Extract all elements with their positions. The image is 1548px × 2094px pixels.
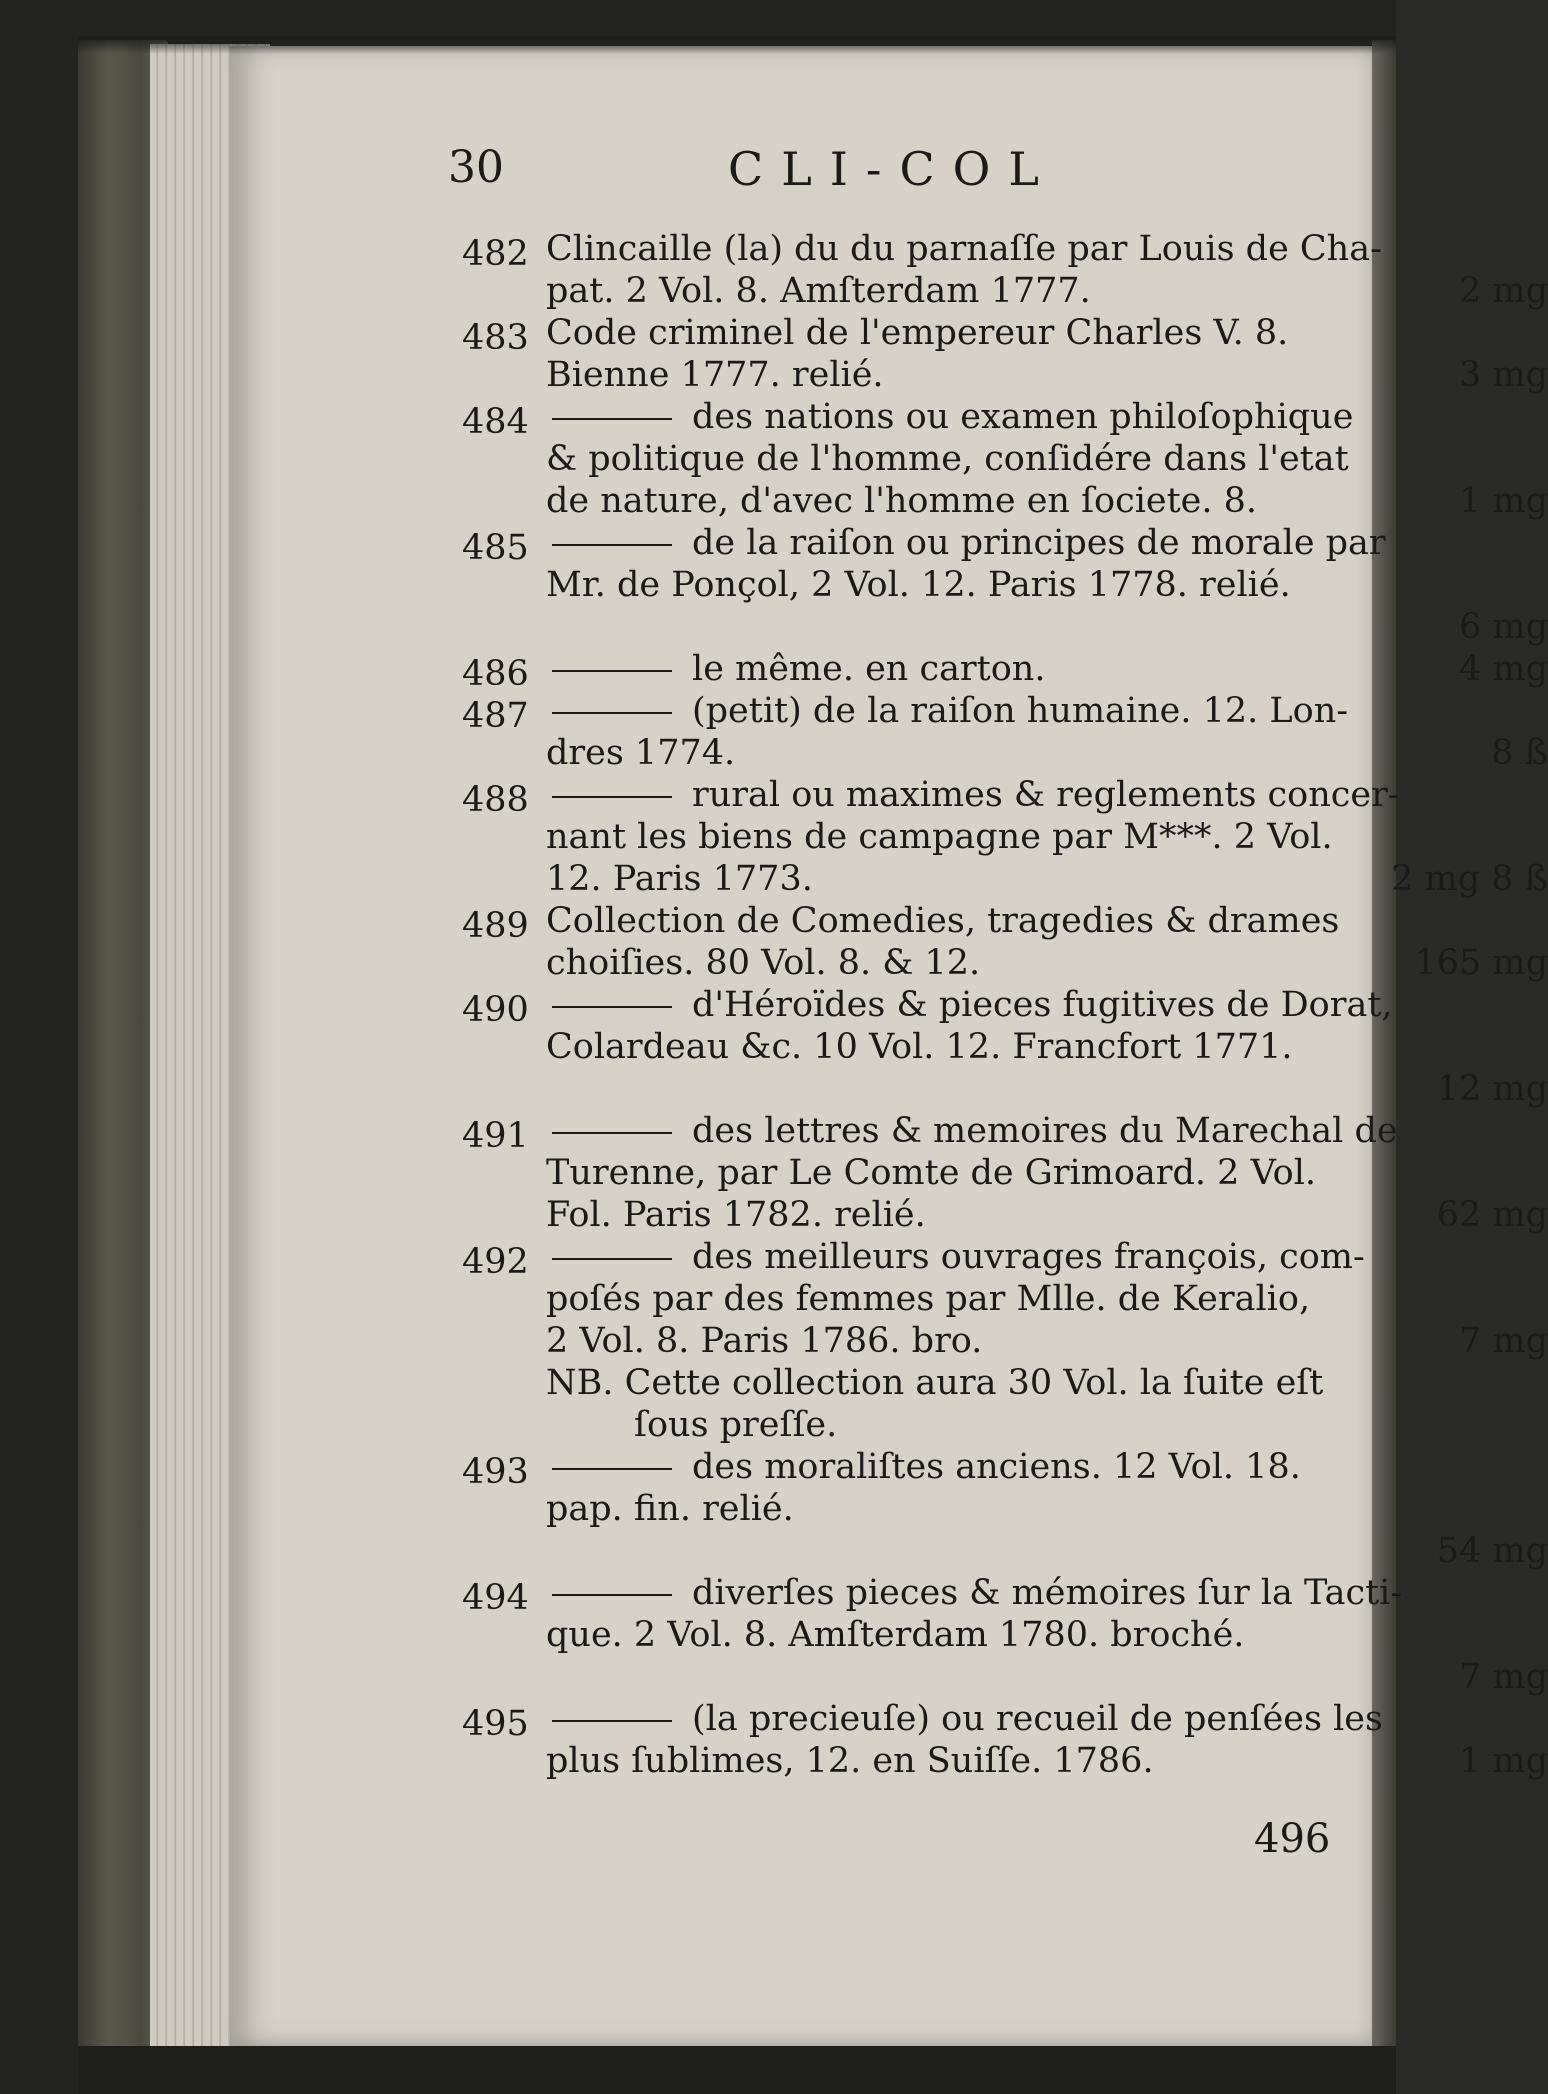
- entry-number: 492: [462, 1242, 529, 1282]
- price: 2 mg 8 ß: [1391, 859, 1548, 899]
- page-content: [230, 46, 1548, 2046]
- price: 54 mg: [1436, 1531, 1548, 1571]
- entry-line: [546, 1614, 1548, 1656]
- ditto-dash: [552, 1258, 672, 1260]
- entry-line: [546, 690, 1548, 732]
- entry-text: de nature, d'avec l'homme en ſociete. 8.: [546, 481, 1258, 521]
- entry-line: [546, 774, 1548, 816]
- catalogue-entry: [230, 774, 1548, 900]
- catalogue-entry: [230, 312, 1548, 396]
- price: 7 mg: [1459, 1657, 1548, 1697]
- entry-line: [546, 564, 1548, 606]
- price: 1 mg: [1459, 481, 1548, 521]
- entry-text: Colardeau &c. 10 Vol. 12. Francfort 1771.: [546, 1027, 1293, 1067]
- page-number: 30: [448, 142, 504, 193]
- entry-line: [546, 1320, 1548, 1362]
- entry-text: Clincaille (la) du du parnaſſe par Louis de Cha-: [546, 229, 1382, 269]
- entry-text: des meilleurs ouvrages françois, com-: [692, 1237, 1365, 1277]
- entry-text: Mr. de Ponçol, 2 Vol. 12. Paris 1778. relié.: [546, 565, 1291, 605]
- price: 7 mg: [1459, 1321, 1548, 1361]
- ditto-dash: [552, 1006, 672, 1008]
- entry-number: 488: [462, 780, 529, 820]
- entry-line: [546, 816, 1548, 858]
- entry-line: [546, 1110, 1548, 1152]
- catalogue-entry: [230, 984, 1548, 1110]
- entry-number: 489: [462, 906, 529, 946]
- ditto-dash: [552, 1594, 672, 1596]
- entry-text: choiſies. 80 Vol. 8. & 12.: [546, 943, 981, 983]
- entry-line: [546, 1194, 1548, 1236]
- entry-text: rural ou maximes & reglements concer-: [692, 775, 1400, 815]
- entry-line: [546, 480, 1548, 522]
- price: 2 mg: [1459, 271, 1548, 311]
- ditto-dash: [552, 712, 672, 714]
- entry-note: NB. Cette collection aura 30 Vol. la ſuite eſt: [546, 1363, 1324, 1403]
- running-head: CLI-COL: [728, 142, 1057, 196]
- price: 8 ß: [1491, 733, 1548, 773]
- entry-line: [546, 984, 1548, 1026]
- entry-text: (petit) de la raiſon humaine. 12. Lon-: [692, 691, 1349, 731]
- catalogue-entry: [230, 396, 1548, 522]
- price: 62 mg: [1436, 1195, 1548, 1235]
- entry-text: 2 Vol. 8. Paris 1786. bro.: [546, 1321, 983, 1361]
- entry-line: [546, 1236, 1548, 1278]
- entry-text: des moraliſtes anciens. 12 Vol. 18.: [692, 1447, 1301, 1487]
- entry-line: [546, 900, 1548, 942]
- entry-line: [546, 228, 1548, 270]
- entry-line: [546, 354, 1548, 396]
- entry-text: Turenne, par Le Comte de Grimoard. 2 Vol.: [546, 1153, 1317, 1193]
- entry-number: 482: [462, 234, 529, 274]
- entry-line: [546, 648, 1548, 690]
- entry-text: 12. Paris 1773.: [546, 859, 813, 899]
- entry-number: 494: [462, 1578, 529, 1618]
- ditto-dash: [552, 418, 672, 420]
- entry-text: & politique de l'homme, conſidére dans l'etat: [546, 439, 1349, 479]
- entry-line: [546, 522, 1548, 564]
- ditto-dash: [552, 796, 672, 798]
- entry-text: nant les biens de campagne par M***. 2 Vol.: [546, 817, 1333, 857]
- entry-line: [546, 1278, 1548, 1320]
- entry-number: 484: [462, 402, 529, 442]
- entry-line: [546, 396, 1548, 438]
- price: 1 mg: [1459, 1741, 1548, 1781]
- entry-line: [546, 312, 1548, 354]
- entry-text: poſés par des femmes par Mlle. de Keralio,: [546, 1279, 1311, 1319]
- price: 4 mg: [1459, 649, 1548, 689]
- entry-line: [546, 1698, 1548, 1740]
- entry-text: le même. en carton.: [692, 649, 1046, 689]
- entry-line: [546, 1572, 1548, 1614]
- entry-text: Code criminel de l'empereur Charles V. 8.: [546, 313, 1289, 353]
- entry-line: [546, 270, 1548, 312]
- price: 6 mg: [1459, 607, 1548, 647]
- catalogue-entry: [230, 228, 1548, 312]
- entry-line: [546, 1026, 1548, 1068]
- entry-number: 493: [462, 1452, 529, 1492]
- entry-line: [546, 1446, 1548, 1488]
- entry-note: ſous preſſe.: [634, 1405, 838, 1445]
- entry-number: 491: [462, 1116, 529, 1156]
- entry-text: plus ſublimes, 12. en Suiſſe. 1786.: [546, 1741, 1154, 1781]
- price: 165 mg: [1414, 943, 1548, 983]
- entry-number: 486: [462, 654, 529, 694]
- entry-line: [546, 858, 1548, 900]
- price: 12 mg: [1436, 1069, 1548, 1109]
- entry-number: 490: [462, 990, 529, 1030]
- entry-text: des lettres & memoires du Marechal de: [692, 1111, 1398, 1151]
- entry-text: que. 2 Vol. 8. Amſterdam 1780. broché.: [546, 1615, 1245, 1655]
- entry-text: pat. 2 Vol. 8. Amſterdam 1777.: [546, 271, 1091, 311]
- entry-number: 495: [462, 1704, 529, 1744]
- catalogue-entry: [230, 1110, 1548, 1236]
- entry-number: 485: [462, 528, 529, 568]
- entry-number: 487: [462, 696, 529, 736]
- catalogue-entries: [230, 228, 1548, 1782]
- catalogue-entry: [230, 1698, 1548, 1782]
- ditto-dash: [552, 1468, 672, 1470]
- catalogue-entry: [230, 900, 1548, 984]
- catalogue-entry: [230, 648, 1548, 694]
- catalogue-entry: [230, 1572, 1548, 1698]
- entry-text: pap. fin. relié.: [546, 1489, 794, 1529]
- entry-text: dres 1774.: [546, 733, 736, 773]
- entry-number: 483: [462, 318, 529, 358]
- entry-text: de la raiſon ou principes de morale par: [692, 523, 1386, 563]
- entry-line: [546, 942, 1548, 984]
- entry-text: Fol. Paris 1782. relié.: [546, 1195, 926, 1235]
- entry-text: diverſes pieces & mémoires ſur la Tacti-: [692, 1573, 1403, 1613]
- entry-line: [546, 1488, 1548, 1530]
- entry-line: [546, 732, 1548, 774]
- price: 3 mg: [1459, 355, 1548, 395]
- entry-line: [546, 438, 1548, 480]
- entry-line: [546, 1152, 1548, 1194]
- catalogue-entry: [230, 690, 1548, 774]
- catalogue-entry: [230, 1446, 1548, 1572]
- ditto-dash: [552, 1132, 672, 1134]
- entry-line: [546, 1740, 1548, 1782]
- entry-text: Bienne 1777. relié.: [546, 355, 884, 395]
- ditto-dash: [552, 544, 672, 546]
- entry-text: Collection de Comedies, tragedies & drames: [546, 901, 1340, 941]
- ditto-dash: [552, 670, 672, 672]
- catalogue-entry: [230, 1236, 1548, 1446]
- page-header: [230, 142, 1378, 212]
- ditto-dash: [552, 1720, 672, 1722]
- catchword: 496: [1254, 1816, 1331, 1862]
- entry-text: d'Héroïdes & pieces fugitives de Dorat,: [692, 985, 1393, 1025]
- bottom-edge: [78, 2046, 1396, 2094]
- catalogue-entry: [230, 522, 1548, 648]
- entry-text: des nations ou examen philoſophique: [692, 397, 1354, 437]
- entry-text: (la precieuſe) ou recueil de penſées les: [692, 1699, 1383, 1739]
